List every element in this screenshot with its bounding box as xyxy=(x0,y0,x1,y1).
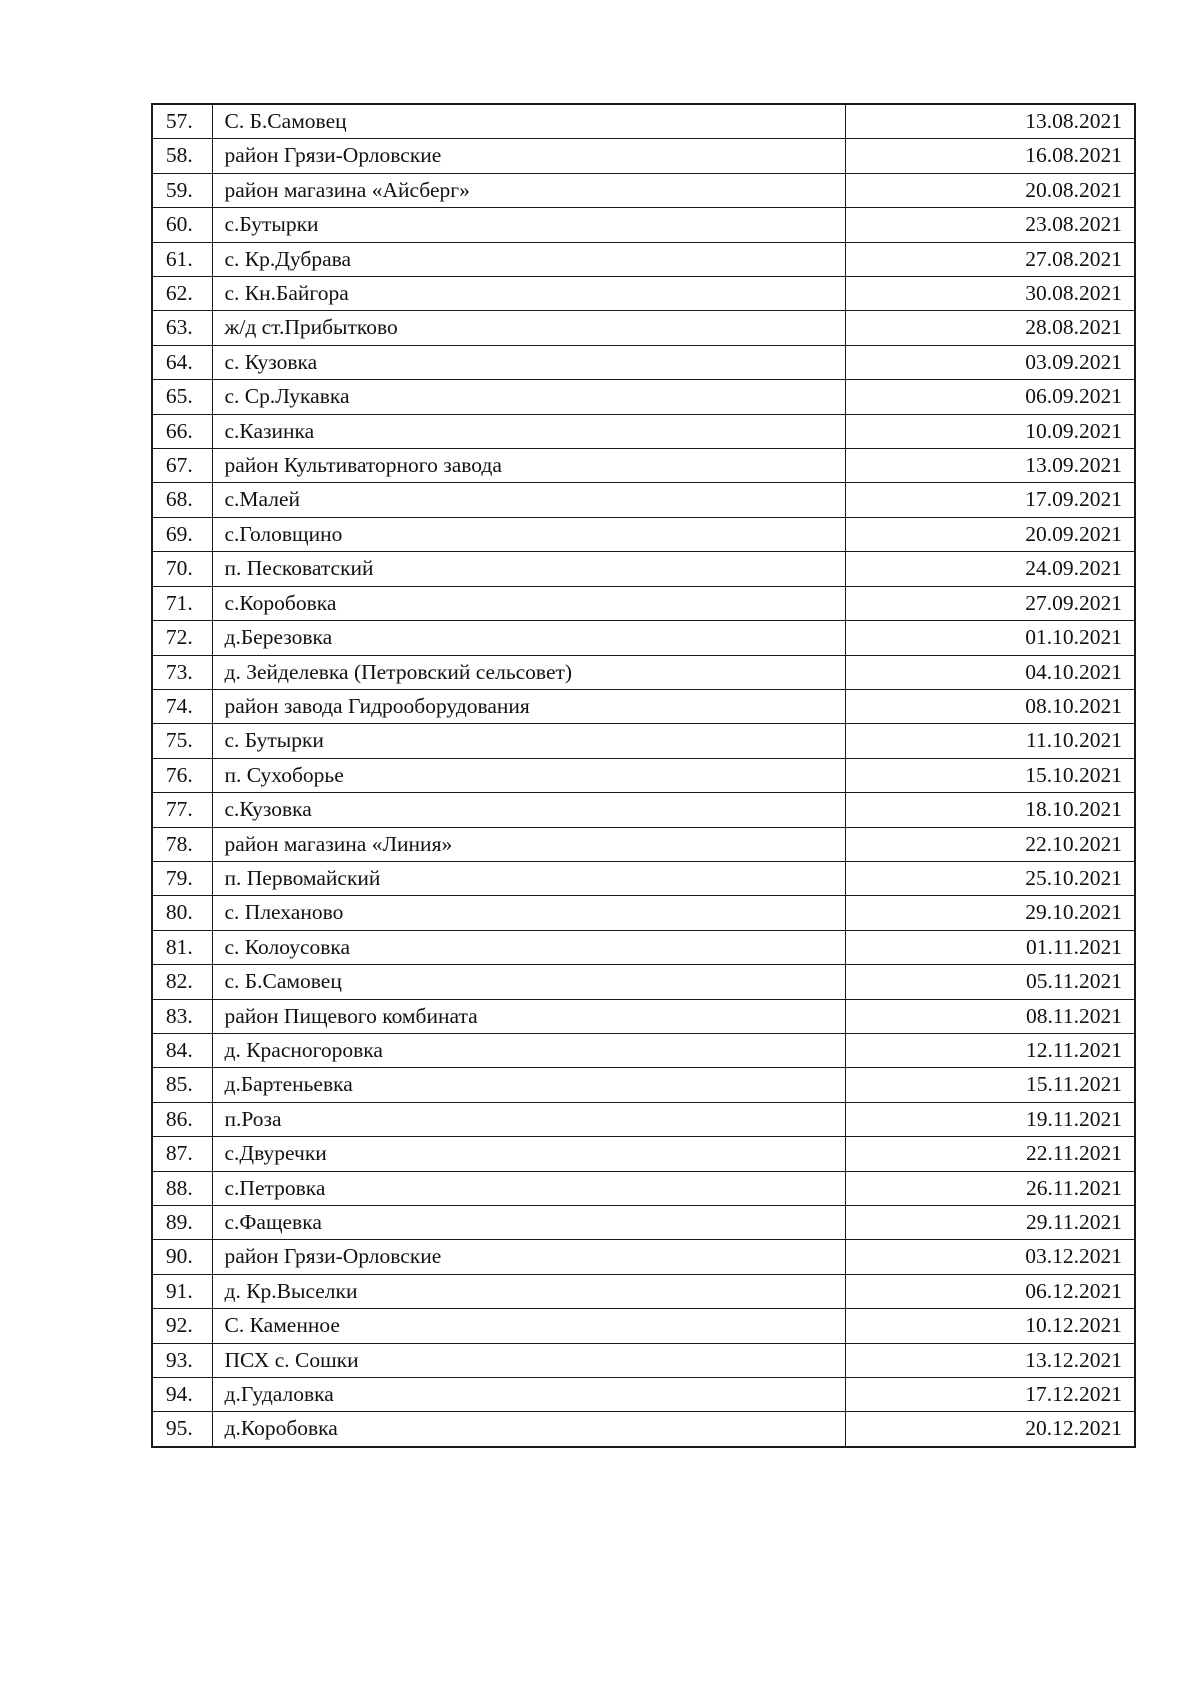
date-cell: 29.11.2021 xyxy=(845,1206,1135,1240)
row-number-cell: 67. xyxy=(152,449,212,483)
place-cell: п. Песковатский xyxy=(212,552,845,586)
table-row xyxy=(152,414,1135,448)
table-row xyxy=(152,277,1135,311)
table-row xyxy=(152,1412,1135,1447)
table-row xyxy=(152,1240,1135,1274)
row-number-cell: 74. xyxy=(152,689,212,723)
date-cell: 17.12.2021 xyxy=(845,1378,1135,1412)
table-row xyxy=(152,930,1135,964)
date-cell: 18.10.2021 xyxy=(845,793,1135,827)
table-row xyxy=(152,104,1135,139)
place-cell: с.Бутырки xyxy=(212,208,845,242)
place-cell: п. Первомайский xyxy=(212,861,845,895)
row-number-cell: 94. xyxy=(152,1378,212,1412)
table-row xyxy=(152,689,1135,723)
table-row xyxy=(152,242,1135,276)
table-row xyxy=(152,1309,1135,1343)
place-cell: с. Колоусовка xyxy=(212,930,845,964)
date-cell: 20.08.2021 xyxy=(845,173,1135,207)
row-number-cell: 88. xyxy=(152,1171,212,1205)
row-number-cell: 86. xyxy=(152,1102,212,1136)
table-row xyxy=(152,586,1135,620)
place-cell: с. Бутырки xyxy=(212,724,845,758)
row-number-cell: 75. xyxy=(152,724,212,758)
table-row xyxy=(152,827,1135,861)
place-cell: с. Ср.Лукавка xyxy=(212,380,845,414)
place-cell: п.Роза xyxy=(212,1102,845,1136)
table-row xyxy=(152,1378,1135,1412)
place-cell: район Грязи-Орловские xyxy=(212,1240,845,1274)
place-cell: с.Кузовка xyxy=(212,793,845,827)
row-number-cell: 77. xyxy=(152,793,212,827)
date-cell: 22.11.2021 xyxy=(845,1137,1135,1171)
row-number-cell: 85. xyxy=(152,1068,212,1102)
place-cell: район магазина «Айсберг» xyxy=(212,173,845,207)
row-number-cell: 82. xyxy=(152,965,212,999)
row-number-cell: 93. xyxy=(152,1343,212,1377)
place-cell: с.Малей xyxy=(212,483,845,517)
row-number-cell: 72. xyxy=(152,621,212,655)
place-cell: д.Гудаловка xyxy=(212,1378,845,1412)
date-cell: 04.10.2021 xyxy=(845,655,1135,689)
place-cell: район магазина «Линия» xyxy=(212,827,845,861)
place-cell: с. Кр.Дубрава xyxy=(212,242,845,276)
row-number-cell: 64. xyxy=(152,345,212,379)
place-cell: с.Коробовка xyxy=(212,586,845,620)
row-number-cell: 66. xyxy=(152,414,212,448)
row-number-cell: 87. xyxy=(152,1137,212,1171)
date-cell: 17.09.2021 xyxy=(845,483,1135,517)
place-cell: с. Кузовка xyxy=(212,345,845,379)
place-cell: п. Сухоборье xyxy=(212,758,845,792)
table-row xyxy=(152,380,1135,414)
row-number-cell: 61. xyxy=(152,242,212,276)
date-cell: 03.12.2021 xyxy=(845,1240,1135,1274)
place-cell: д. Кр.Выселки xyxy=(212,1274,845,1308)
date-cell: 03.09.2021 xyxy=(845,345,1135,379)
date-cell: 15.11.2021 xyxy=(845,1068,1135,1102)
row-number-cell: 69. xyxy=(152,517,212,551)
table-row xyxy=(152,1033,1135,1067)
place-cell: С. Б.Самовец xyxy=(212,104,845,139)
row-number-cell: 91. xyxy=(152,1274,212,1308)
row-number-cell: 90. xyxy=(152,1240,212,1274)
date-cell: 28.08.2021 xyxy=(845,311,1135,345)
table-row xyxy=(152,999,1135,1033)
date-cell: 10.09.2021 xyxy=(845,414,1135,448)
row-number-cell: 84. xyxy=(152,1033,212,1067)
date-cell: 24.09.2021 xyxy=(845,552,1135,586)
row-number-cell: 95. xyxy=(152,1412,212,1447)
date-cell: 15.10.2021 xyxy=(845,758,1135,792)
table-row xyxy=(152,139,1135,173)
row-number-cell: 62. xyxy=(152,277,212,311)
row-number-cell: 57. xyxy=(152,104,212,139)
table-row xyxy=(152,896,1135,930)
table-row xyxy=(152,861,1135,895)
date-cell: 01.10.2021 xyxy=(845,621,1135,655)
date-cell: 13.09.2021 xyxy=(845,449,1135,483)
place-cell: район Грязи-Орловские xyxy=(212,139,845,173)
place-cell: с.Двуречки xyxy=(212,1137,845,1171)
row-number-cell: 80. xyxy=(152,896,212,930)
place-cell: с.Головщино xyxy=(212,517,845,551)
place-cell: д. Красногоровка xyxy=(212,1033,845,1067)
table-row xyxy=(152,483,1135,517)
date-cell: 06.12.2021 xyxy=(845,1274,1135,1308)
date-cell: 26.11.2021 xyxy=(845,1171,1135,1205)
table-row xyxy=(152,758,1135,792)
date-cell: 22.10.2021 xyxy=(845,827,1135,861)
row-number-cell: 58. xyxy=(152,139,212,173)
place-cell: с. Плеханово xyxy=(212,896,845,930)
table-row xyxy=(152,1274,1135,1308)
date-cell: 29.10.2021 xyxy=(845,896,1135,930)
date-cell: 08.10.2021 xyxy=(845,689,1135,723)
date-cell: 05.11.2021 xyxy=(845,965,1135,999)
place-cell: С. Каменное xyxy=(212,1309,845,1343)
row-number-cell: 65. xyxy=(152,380,212,414)
row-number-cell: 76. xyxy=(152,758,212,792)
table-row xyxy=(152,345,1135,379)
table-row xyxy=(152,517,1135,551)
table-row xyxy=(152,1102,1135,1136)
place-cell: с.Казинка xyxy=(212,414,845,448)
place-cell: с. Кн.Байгора xyxy=(212,277,845,311)
schedule-table xyxy=(151,103,1136,1448)
place-cell: д.Бартеньевка xyxy=(212,1068,845,1102)
table-row xyxy=(152,173,1135,207)
date-cell: 01.11.2021 xyxy=(845,930,1135,964)
table-row xyxy=(152,552,1135,586)
table-row xyxy=(152,208,1135,242)
row-number-cell: 70. xyxy=(152,552,212,586)
table-row xyxy=(152,655,1135,689)
row-number-cell: 78. xyxy=(152,827,212,861)
row-number-cell: 83. xyxy=(152,999,212,1033)
date-cell: 16.08.2021 xyxy=(845,139,1135,173)
row-number-cell: 89. xyxy=(152,1206,212,1240)
date-cell: 25.10.2021 xyxy=(845,861,1135,895)
date-cell: 08.11.2021 xyxy=(845,999,1135,1033)
table-row xyxy=(152,311,1135,345)
table-row xyxy=(152,793,1135,827)
row-number-cell: 68. xyxy=(152,483,212,517)
place-cell: с. Б.Самовец xyxy=(212,965,845,999)
place-cell: район Культиваторного завода xyxy=(212,449,845,483)
row-number-cell: 59. xyxy=(152,173,212,207)
date-cell: 11.10.2021 xyxy=(845,724,1135,758)
table-row xyxy=(152,1343,1135,1377)
place-cell: д.Березовка xyxy=(212,621,845,655)
place-cell: район завода Гидрооборудования xyxy=(212,689,845,723)
table-row xyxy=(152,1206,1135,1240)
row-number-cell: 73. xyxy=(152,655,212,689)
place-cell: с.Фащевка xyxy=(212,1206,845,1240)
place-cell: район Пищевого комбината xyxy=(212,999,845,1033)
table-row xyxy=(152,1137,1135,1171)
row-number-cell: 92. xyxy=(152,1309,212,1343)
row-number-cell: 71. xyxy=(152,586,212,620)
place-cell: ж/д ст.Прибытково xyxy=(212,311,845,345)
table-row xyxy=(152,1171,1135,1205)
date-cell: 13.08.2021 xyxy=(845,104,1135,139)
date-cell: 20.09.2021 xyxy=(845,517,1135,551)
table-row xyxy=(152,965,1135,999)
place-cell: с.Петровка xyxy=(212,1171,845,1205)
schedule-table-body xyxy=(152,104,1135,1447)
date-cell: 27.09.2021 xyxy=(845,586,1135,620)
date-cell: 10.12.2021 xyxy=(845,1309,1135,1343)
table-row xyxy=(152,724,1135,758)
date-cell: 27.08.2021 xyxy=(845,242,1135,276)
date-cell: 19.11.2021 xyxy=(845,1102,1135,1136)
table-row xyxy=(152,1068,1135,1102)
date-cell: 12.11.2021 xyxy=(845,1033,1135,1067)
row-number-cell: 79. xyxy=(152,861,212,895)
date-cell: 06.09.2021 xyxy=(845,380,1135,414)
place-cell: д.Коробовка xyxy=(212,1412,845,1447)
place-cell: ПСХ с. Сошки xyxy=(212,1343,845,1377)
row-number-cell: 81. xyxy=(152,930,212,964)
table-row xyxy=(152,449,1135,483)
date-cell: 13.12.2021 xyxy=(845,1343,1135,1377)
row-number-cell: 63. xyxy=(152,311,212,345)
date-cell: 20.12.2021 xyxy=(845,1412,1135,1447)
date-cell: 23.08.2021 xyxy=(845,208,1135,242)
date-cell: 30.08.2021 xyxy=(845,277,1135,311)
place-cell: д. Зейделевка (Петровский сельсовет) xyxy=(212,655,845,689)
row-number-cell: 60. xyxy=(152,208,212,242)
table-row xyxy=(152,621,1135,655)
